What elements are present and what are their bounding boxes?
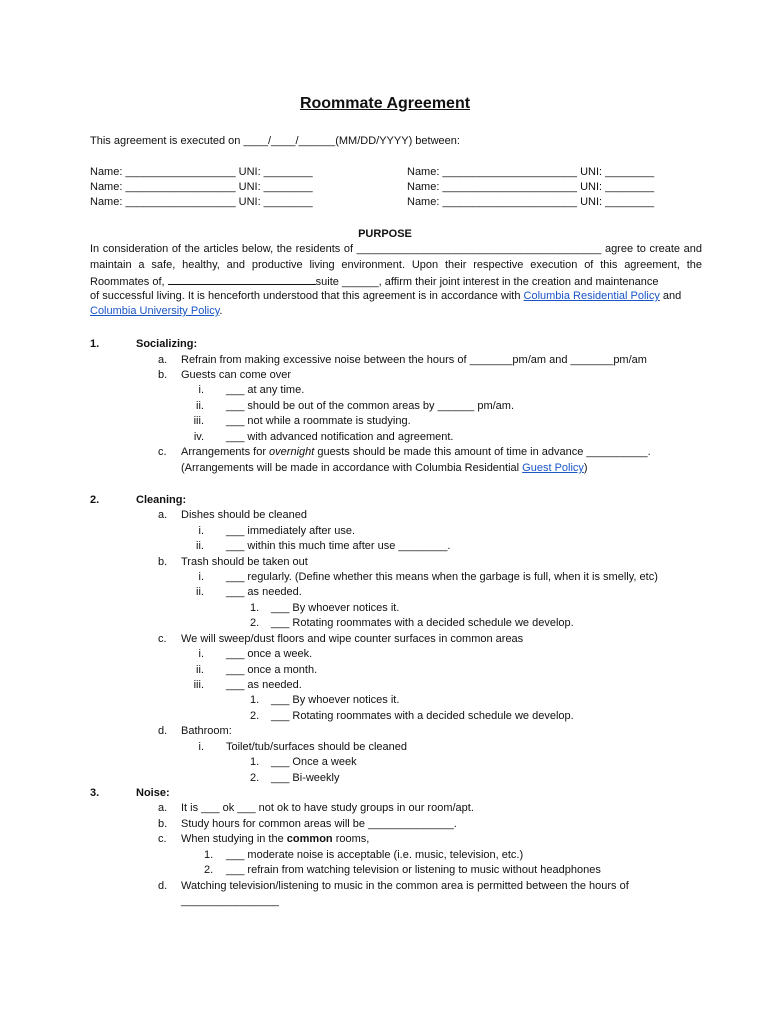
link-columbia-university-policy[interactable]: Columbia University Policy — [90, 305, 220, 317]
purpose-line-4 — [90, 289, 681, 303]
s1-c-text-a: Arrangements for — [181, 446, 270, 458]
s1-b-text: Guests can come over — [181, 369, 292, 381]
s2-d-text: Bathroom: — [181, 725, 232, 737]
s2-c-text: We will sweep/dust floors and wipe counter surfaces in common areas — [181, 633, 524, 645]
s2-a-ii-text: ___ within this much time after use ________. — [226, 540, 451, 552]
section-3-number: 3. — [90, 787, 100, 799]
s2-c-2-label: 2. — [250, 710, 260, 722]
s2-b-label: b. — [158, 556, 168, 568]
section-2-title: Cleaning: — [136, 494, 187, 506]
s1-a-label: a. — [158, 354, 168, 366]
s3-d-blank: ________________ — [181, 895, 279, 907]
link-columbia-residential-policy[interactable]: Columbia Residential Policy — [523, 290, 660, 302]
s2-d-i-label: i. — [198, 741, 204, 753]
s3-c-2-text: ___ refrain from watching television or listening to music without headphones — [226, 864, 601, 876]
purpose-line-2: maintain a safe, healthy, and productive living environment. Upon their respective execution of this agreement, the — [90, 259, 702, 271]
section-2-number: 2. — [90, 494, 100, 506]
purpose-line-4-text: of successful living. It is henceforth understood that this agreement is in accordance with — [90, 290, 521, 302]
s1-b-iv-text: ___ with advanced notification and agreement. — [226, 431, 454, 443]
s2-b-ii-text: ___ as needed. — [226, 586, 302, 598]
s2-c-1-text: ___ By whoever notices it. — [271, 694, 400, 706]
s1-c-emphasis: overnight — [269, 446, 315, 458]
execution-date-line: This agreement is executed on ____/____/______(MM/DD/YYYY) between: — [90, 135, 460, 147]
purpose-roommates-blank — [168, 273, 316, 285]
s2-c-i-text: ___ once a week. — [226, 648, 313, 660]
s3-b-text: Study hours for common areas will be ______________. — [181, 818, 457, 830]
s2-c-1-label: 1. — [250, 694, 260, 706]
s1-c-text — [181, 445, 651, 459]
s2-c-2-text: ___ Rotating roommates with a decided schedule we develop. — [271, 710, 574, 722]
s2-c-label: c. — [158, 633, 167, 645]
s2-c-ii-text: ___ once a month. — [226, 664, 318, 676]
s2-d-1-text: ___ Once a week — [271, 756, 357, 768]
s3-c-bold: common — [286, 833, 333, 845]
name-line-right-2: Name: ______________________ UNI: ________ — [407, 181, 655, 193]
s3-c-2-label: 2. — [204, 864, 214, 876]
purpose-line-1: In consideration of the articles below, the residents of ________________________________________ agree to create and — [90, 243, 702, 255]
s3-a-text: It is ___ ok ___ not ok to have study groups in our room/apt. — [181, 802, 474, 814]
s1-b-i-label: i. — [198, 384, 204, 396]
name-line-left-3: Name: __________________ UNI: ________ — [90, 196, 313, 208]
s3-c-text-a: When studying in the — [181, 833, 287, 845]
s1-b-i-text: ___ at any time. — [226, 384, 305, 396]
s3-a-label: a. — [158, 802, 168, 814]
s1-b-iii-label: iii. — [193, 415, 204, 427]
s2-a-label: a. — [158, 509, 168, 521]
s1-c-note-close: ) — [583, 462, 588, 474]
s2-a-ii-label: ii. — [196, 540, 204, 552]
s3-d-text: Watching television/listening to music in the common area is permitted between the hours of — [181, 880, 629, 892]
s1-b-label: b. — [158, 369, 168, 381]
purpose-line-3 — [90, 273, 659, 289]
s2-d-2-label: 2. — [250, 772, 260, 784]
s3-c-1-label: 1. — [204, 849, 214, 861]
s2-b-i-text: ___ regularly. (Define whether this means when the garbage is full, when it is smelly, etc) — [226, 571, 658, 583]
s3-c-label: c. — [158, 833, 167, 845]
s2-c-ii-label: ii. — [196, 664, 204, 676]
purpose-roommates-of: Roommates of, — [90, 276, 165, 288]
s2-b-2-label: 2. — [250, 617, 260, 629]
s1-b-iii-text: ___ not while a roommate is studying. — [226, 415, 411, 427]
section-1-title: Socializing: — [136, 338, 198, 350]
section-1-number: 1. — [90, 338, 100, 350]
section-3-title: Noise: — [136, 787, 170, 799]
s3-d-label: d. — [158, 880, 168, 892]
name-line-left-1: Name: __________________ UNI: ________ — [90, 166, 313, 178]
s2-c-i-label: i. — [198, 648, 204, 660]
name-line-right-1: Name: ______________________ UNI: ________ — [407, 166, 655, 178]
name-line-right-3: Name: ______________________ UNI: ________ — [407, 196, 655, 208]
s1-c-text-b: guests should be made this amount of time in advance __________. — [314, 446, 651, 458]
s2-b-1-label: 1. — [250, 602, 260, 614]
name-line-left-2: Name: __________________ UNI: ________ — [90, 181, 313, 193]
s1-b-ii-text: ___ should be out of the common areas by ______ pm/am. — [226, 400, 515, 412]
s3-c-text — [181, 832, 369, 846]
s2-a-text: Dishes should be cleaned — [181, 509, 307, 521]
s3-b-label: b. — [158, 818, 168, 830]
link-guest-policy[interactable]: Guest Policy — [522, 462, 584, 474]
purpose-line-5 — [90, 304, 222, 318]
s2-b-i-label: i. — [198, 571, 204, 583]
s2-b-2-text: ___ Rotating roommates with a decided schedule we develop. — [271, 617, 574, 629]
s2-a-i-label: i. — [198, 525, 204, 537]
s2-b-ii-label: ii. — [196, 586, 204, 598]
s3-c-1-text: ___ moderate noise is acceptable (i.e. music, television, etc.) — [226, 849, 524, 861]
s1-a-text: Refrain from making excessive noise between the hours of _______pm/am and _______pm/am — [181, 354, 647, 366]
s2-d-2-text: ___ Bi-weekly — [271, 772, 340, 784]
s1-b-ii-label: ii. — [196, 400, 204, 412]
document-title: Roommate Agreement — [299, 95, 471, 112]
s2-d-i-text: Toilet/tub/surfaces should be cleaned — [226, 741, 408, 753]
s1-c-note — [181, 461, 588, 475]
s2-b-text: Trash should be taken out — [181, 556, 308, 568]
s2-b-1-text: ___ By whoever notices it. — [271, 602, 400, 614]
purpose-heading: PURPOSE — [358, 228, 412, 240]
s2-d-label: d. — [158, 725, 168, 737]
s1-c-label: c. — [158, 446, 167, 458]
s2-c-iii-text: ___ as needed. — [226, 679, 302, 691]
s2-c-iii-label: iii. — [193, 679, 204, 691]
purpose-line-5-period: . — [219, 305, 223, 317]
s3-c-text-b: rooms, — [332, 833, 370, 845]
s1-b-iv-label: iv. — [193, 431, 204, 443]
s2-a-i-text: ___ immediately after use. — [226, 525, 356, 537]
purpose-line-4-and: and — [662, 290, 682, 302]
s2-d-1-label: 1. — [250, 756, 260, 768]
s1-c-note-text: (Arrangements will be made in accordance with Columbia Residential — [181, 462, 523, 474]
purpose-suite-text: suite ______, affirm their joint interest in the creation and maintenance — [315, 276, 659, 288]
